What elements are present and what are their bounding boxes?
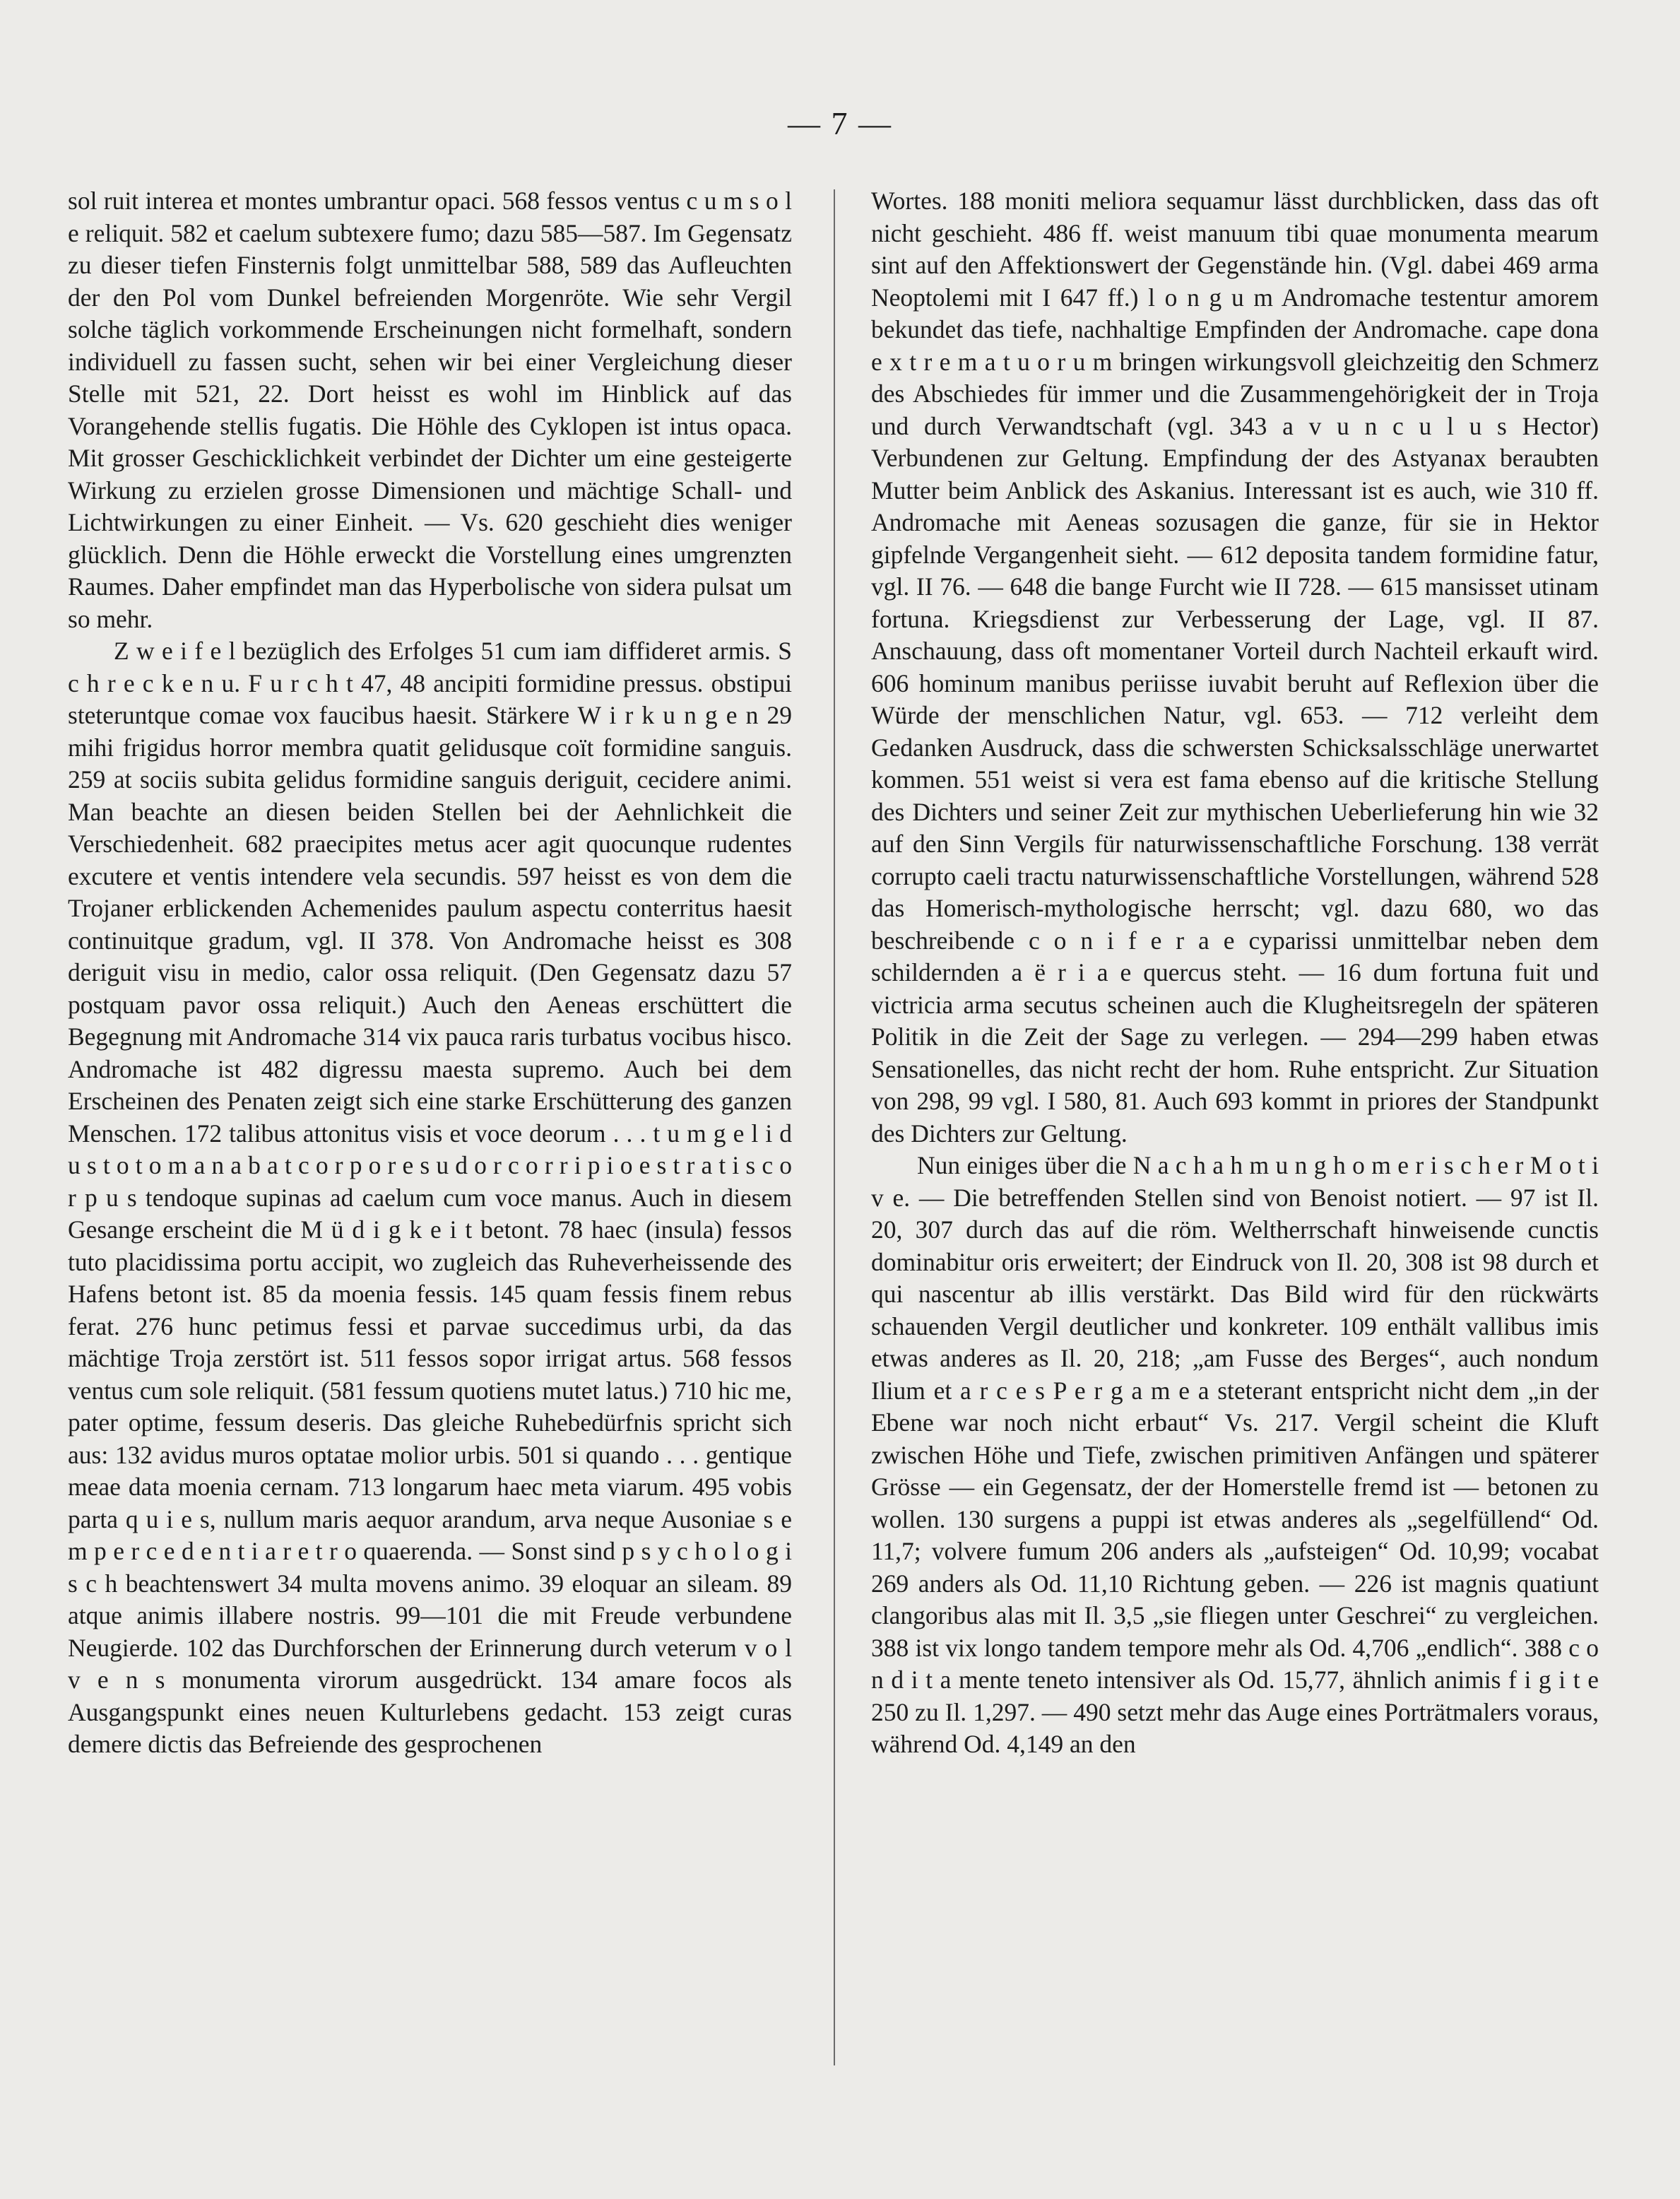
right-paragraph-2: Nun einiges über die N a c h a h m u n g h o m e r i s c h e r M o t i v e. — Die betreffenden Stellen sind von Benoist notiert. — 97 ist Il. 20, 307 durch das auf die röm. Weltherrschaft hinweisende cunctis dominabitur oris erweitert; der Eindruck von Il. 20, 308 ist 98 durch et qui nascentur ab illis verstärkt. Das Bild wird für den rückwärts schauenden Vergil deutlicher und konkreter. 109 enthält vallibus imis etwas anderes as Il. 20, 218; „am Fusse des Berges“, auch nondum Ilium et a r c e s P e r g a m e a steterant entspricht nicht dem „in der Ebene war noch nicht erbaut“ Vs. 217. Vergil scheint die Kluft zwischen Höhe und Tiefe, zwischen primitiven Anfängen und späterer Grösse — ein Gegensatz, der der Homerstelle fremd ist — betonen zu wollen. 130 surgens a puppi ist etwas anderes als „segelfüllend“ Od. 11,7; volvere fumum 206 anders als „aufsteigen“ Od. 10,99; vocabat 269 anders als Od. 11,10 Richtung geben. — 226 ist magnis quatiunt clangoribus alas mit Il. 3,5 „sie fliegen unter Geschrei“ zu vergleichen. 388 ist vix longo tandem tempore mehr als Od. 4,706 „endlich“. 388 c o n d i t a mente teneto intensiver als Od. 15,77, ähnlich animis f i g i t e 250 zu Il. 1,297. — 490 setzt mehr das Auge eines Porträtmalers voraus, während Od. 4,149 an den [871, 1151, 1599, 1758]
column-divider [834, 189, 835, 2065]
left-paragraph-1: sol ruit interea et montes umbrantur opaci. 568 fessos ventus c u m s o l e reliquit. 582 et caelum subtexere fumo; dazu 585—587. Im Gegensatz zu dieser tiefen Finsternis folgt unmittelbar 588, 589 das Aufleuchten der den Pol vom Dunkel befreienden Morgenröte. Wie sehr Vergil solche täglich vorkommende Erscheinungen nicht formelhaft, sondern individuell zu fassen sucht, sehen wir bei einer Vergleichung dieser Stelle mit 521, 22. Dort heisst es wohl im Hinblick auf das Vorangehende stellis fugatis. Die Höhle des Cyklopen ist intus opaca. Mit grosser Geschicklichkeit verbindet der Dichter um eine gesteigerte Wirkung zu erzielen grosse Dimensionen und mächtige Schall- und Lichtwirkungen zu einer Einheit. — Vs. 620 geschieht dies weniger glücklich. Denn die Höhle erweckt die Vorstellung eines umgrenzten Raumes. Daher empfindet man das Hyperbolische von sidera pulsat um so mehr. [68, 187, 792, 633]
right-paragraph-1: Wortes. 188 moniti meliora sequamur lässt durchblicken, dass das oft nicht geschieht. 486 ff. weist manuum tibi quae monumenta mearum sint auf den Affektionswert der Gegenstände hin. (Vgl. dabei 469 arma Neoptolemi mit I 647 ff.) l o n g u m Andromache testentur amorem bekundet das tiefe, nachhaltige Empfinden der Andromache. cape dona e x t r e m a t u o r u m bringen wirkungsvoll gleichzeitig den Schmerz des Abschiedes für immer und die Zusammengehörigkeit der in Troja und durch Verwandtschaft (vgl. 343 a v u n c u l u s Hector) Verbundenen zur Geltung. Empfindung der des Astyanax beraubten Mutter beim Anblick des Askanius. Interessant ist es auch, wie 310 ff. Andromache mit Aeneas sozusagen die ganze, für sie in Hektor gipfelnde Vergangenheit sieht. — 612 deposita tandem formidine fatur, vgl. II 76. — 648 die bange Furcht wie II 728. — 615 mansisset utinam fortuna. Kriegsdienst zur Verbesserung der Lage, vgl. II 87. Anschauung, dass oft momentaner Vorteil durch Nachteil erkauft wird. 606 hominum manibus periisse iuvabit beruht auf Reflexion über die Würde der menschlichen Natur, vgl. 653. — 712 verleiht dem Gedanken Ausdruck, dass die schwersten Schicksalsschläge unerwartet kommen. 551 weist si vera est fama ebenso auf die kritische Stellung des Dichters und seiner Zeit zur mythischen Ueberlieferung hin wie 32 auf den Sinn Vergils für naturwissenschaftliche Forschung. 138 verrät corrupto caeli tractu naturwissenschaftliche Vorstellungen, während 528 das Homerisch-mythologische herrscht; vgl. dazu 680, wo das beschreibende c o n i f e r a e cyparissi unmittelbar neben dem schildernden a ë r i a e quercus steht. — 16 dum fortuna fuit und victricia arma secutus scheinen auch die Klugheitsregeln der späteren Politik in die Zeit der Sage zu verlegen. — 294—299 haben etwas Sensationelles, das nicht recht der hom. Ruhe entspricht. Zur Situation von 298, 99 vgl. I 580, 81. Auch 693 kommt in priores der Standpunkt des Dichters zur Geltung. [871, 187, 1599, 1148]
page-number: — 7 — [788, 105, 892, 141]
left-column [68, 185, 792, 1761]
left-paragraph-2: Z w e i f e l bezüglich des Erfolges 51 cum iam diffideret armis. S c h r e c k e n u. F u r c h t 47, 48 ancipiti formidine pressus. obstipui steteruntque comae vox faucibus haesit. Stärkere W i r k u n g e n 29 mihi frigidus horror membra quatit gelidusque coït formidine sanguis. 259 at sociis subita gelidus formidine sanguis deriguit, cecidere animi. Man beachte an diesen beiden Stellen bei der Aehnlichkeit die Verschiedenheit. 682 praecipites metus acer agit quocunque rudentes excutere et ventis intendere vela secundis. 597 heisst es von dem die Trojaner erblickenden Achemenides paulum aspectu conterritus haesit continuitque gradum, vgl. II 378. Von Andromache heisst es 308 deriguit visu in medio, calor ossa reliquit. (Den Gegensatz dazu 57 postquam pavor ossa reliquit.) Auch den Aeneas erschüttert die Begegnung mit Andromache 314 vix pauca raris turbatus vocibus hisco. Andromache ist 482 digressu maesta supremo. Auch bei dem Erscheinen des Penaten zeigt sich eine starke Erschütterung des ganzen Menschen. 172 talibus attonitus visis et voce deorum . . . t u m g e l i d u s t o t o m a n a b a t c o r p o r e s u d o r c o r r i p i o e s t r a t i s c o r p u s tendoque supinas ad caelum cum voce manus. Auch in diesem Gesange erscheint die M ü d i g k e i t betont. 78 haec (insula) fessos tuto placidissima portu accipit, wo zugleich das Ruheverheissende des Hafens betont ist. 85 da moenia fessis. 145 quam fessis finem rebus ferat. 276 hunc petimus fessi et parvae succedimus urbi, da das mächtige Troja zerstört ist. 511 fessos sopor irrigat artus. 568 fessos ventus cum sole reliquit. (581 fessum quotiens mutet latus.) 710 hic me, pater optime, fessum deseris. Das gleiche Ruhebedürfnis spricht sich aus: 132 avidus muros optatae molior urbis. 501 si quando . . . gentique meae data moenia cernam. 713 longarum haec meta viarum. 495 vobis parta q u i e s, nullum maris aequor arandum, arva neque Ausoniae s e m p e r c e d e n t i a r e t r o quaerenda. — Sonst sind p s y c h o l o g i s c h beachtenswert 34 multa movens animo. 39 eloquar an sileam. 89 atque animis illabere nostris. 99—101 die mit Freude verbundene Neugierde. 102 das Durchforschen der Erinnerung durch veterum v o l v e n s monumenta virorum ausgedrückt. 134 amare focos als Ausgangspunkt eines neuen Kulturlebens gedacht. 153 zeigt curas demere dictis das Befreiende des gesprochenen [68, 637, 792, 1758]
right-column [871, 185, 1599, 1761]
